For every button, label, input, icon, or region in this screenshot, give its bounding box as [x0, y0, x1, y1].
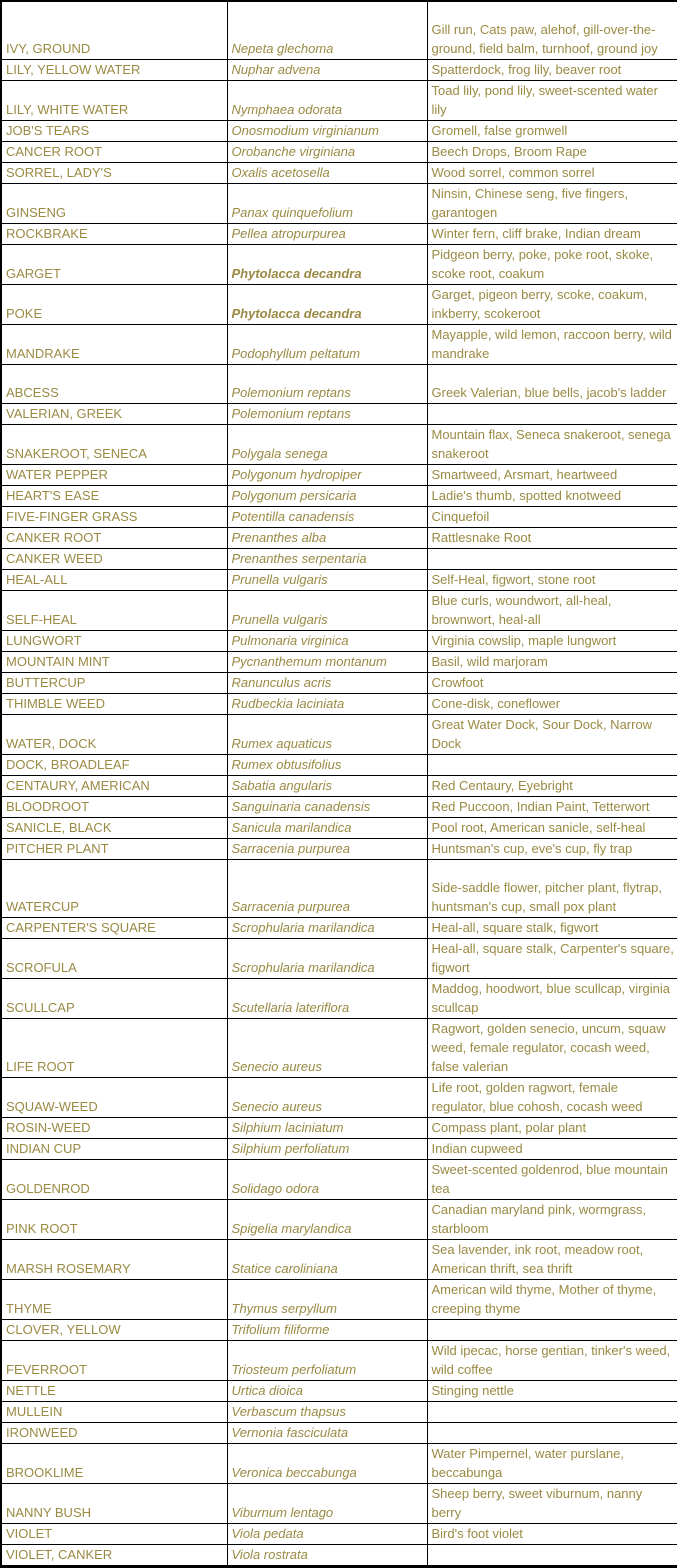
- table-row: [1, 1199, 677, 1239]
- alt-names-cell[interactable]: [427, 1422, 677, 1443]
- common-name-cell[interactable]: CLOVER, YELLOW: [1, 1319, 227, 1340]
- table-row: [1, 324, 677, 364]
- alt-names-cell[interactable]: Crowfoot: [427, 672, 677, 693]
- latin-name-cell[interactable]: Nymphaea odorata: [227, 80, 427, 120]
- latin-name-cell[interactable]: Senecio aureus: [227, 1077, 427, 1117]
- common-name-cell[interactable]: CENTAURY, AMERICAN: [1, 775, 227, 796]
- latin-name-cell[interactable]: Spigelia marylandica: [227, 1199, 427, 1239]
- common-name-cell[interactable]: POKE: [1, 284, 227, 324]
- alt-names-cell[interactable]: Rattlesnake Root: [427, 527, 677, 548]
- common-name-cell[interactable]: SNAKEROOT, SENECA: [1, 424, 227, 464]
- alt-names-cell[interactable]: Maddog, hoodwort, blue scullcap, virginia scullcap: [427, 978, 677, 1018]
- table-row: [1, 693, 677, 714]
- latin-name-cell[interactable]: Pycnanthemum montanum: [227, 651, 427, 672]
- latin-name-cell[interactable]: Rudbeckia laciniata: [227, 693, 427, 714]
- table-row: [1, 141, 677, 162]
- alt-names-cell[interactable]: Sheep berry, sweet viburnum, nanny berry: [427, 1483, 677, 1523]
- latin-name-cell[interactable]: Sarracenia purpurea: [227, 838, 427, 859]
- table-row: [1, 569, 677, 590]
- common-name-cell[interactable]: BLOODROOT: [1, 796, 227, 817]
- common-name-cell[interactable]: CARPENTER'S SQUARE: [1, 917, 227, 938]
- latin-name-cell[interactable]: Prenanthes alba: [227, 527, 427, 548]
- latin-name-cell[interactable]: Scutellaria lateriflora: [227, 978, 427, 1018]
- table-row: [1, 838, 677, 859]
- table-row: [1, 1340, 677, 1380]
- latin-name-cell[interactable]: Podophyllum peltatum: [227, 324, 427, 364]
- alt-names-cell[interactable]: Red Centaury, Eyebright: [427, 775, 677, 796]
- table-row: [1, 714, 677, 754]
- alt-names-cell[interactable]: Ninsin, Chinese seng, five fingers, garantogen: [427, 183, 677, 223]
- table-row: [1, 403, 677, 424]
- table-row: [1, 244, 677, 284]
- common-name-cell[interactable]: WATERCUP: [1, 859, 227, 917]
- common-name-cell[interactable]: SQUAW-WEED: [1, 1077, 227, 1117]
- table-row: [1, 672, 677, 693]
- latin-name-cell[interactable]: Oxalis acetosella: [227, 162, 427, 183]
- latin-name-cell[interactable]: Nuphar advena: [227, 59, 427, 80]
- alt-names-cell[interactable]: Smartweed, Arsmart, heartweed: [427, 464, 677, 485]
- table-row: [1, 120, 677, 141]
- common-name-cell[interactable]: BROOKLIME: [1, 1443, 227, 1483]
- common-name-cell[interactable]: VIOLET, CANKER: [1, 1544, 227, 1566]
- table-row: [1, 1117, 677, 1138]
- common-name-cell[interactable]: THYME: [1, 1279, 227, 1319]
- common-name-cell[interactable]: SCULLCAP: [1, 978, 227, 1018]
- table-row: [1, 485, 677, 506]
- common-name-cell[interactable]: CANKER WEED: [1, 548, 227, 569]
- table-row: [1, 1279, 677, 1319]
- alt-names-cell[interactable]: Sea lavender, ink root, meadow root, American thrift, sea thrift: [427, 1239, 677, 1279]
- common-name-cell[interactable]: LILY, YELLOW WATER: [1, 59, 227, 80]
- table-row: [1, 1544, 677, 1566]
- latin-name-cell[interactable]: Phytolacca decandra: [227, 284, 427, 324]
- alt-names-cell[interactable]: [427, 754, 677, 775]
- common-name-cell[interactable]: SELF-HEAL: [1, 590, 227, 630]
- table-row: [1, 1319, 677, 1340]
- alt-names-cell[interactable]: Mountain flax, Seneca snakeroot, senega snakeroot: [427, 424, 677, 464]
- alt-names-cell[interactable]: Wild ipecac, horse gentian, tinker's weed, wild coffee: [427, 1340, 677, 1380]
- table-row: [1, 1, 677, 59]
- table-row: [1, 1422, 677, 1443]
- common-name-cell[interactable]: GOLDENROD: [1, 1159, 227, 1199]
- table-row: [1, 817, 677, 838]
- latin-name-cell[interactable]: Trifolium filiforme: [227, 1319, 427, 1340]
- latin-name-cell[interactable]: Polygala senega: [227, 424, 427, 464]
- table-row: [1, 424, 677, 464]
- alt-names-cell[interactable]: Water Pimpernel, water purslane, beccabunga: [427, 1443, 677, 1483]
- common-name-cell[interactable]: VALERIAN, GREEK: [1, 403, 227, 424]
- table-row: [1, 284, 677, 324]
- common-name-cell[interactable]: DOCK, BROADLEAF: [1, 754, 227, 775]
- common-name-cell[interactable]: IVY, GROUND: [1, 1, 227, 59]
- common-name-cell[interactable]: MOUNTAIN MINT: [1, 651, 227, 672]
- alt-names-cell[interactable]: Beech Drops, Broom Rape: [427, 141, 677, 162]
- table-row: [1, 1443, 677, 1483]
- latin-name-cell[interactable]: Solidago odora: [227, 1159, 427, 1199]
- common-name-cell[interactable]: GINSENG: [1, 183, 227, 223]
- common-name-cell[interactable]: PITCHER PLANT: [1, 838, 227, 859]
- table-row: [1, 775, 677, 796]
- table-row: [1, 59, 677, 80]
- latin-name-cell[interactable]: Verbascum thapsus: [227, 1401, 427, 1422]
- alt-names-cell[interactable]: Pool root, American sanicle, self-heal: [427, 817, 677, 838]
- latin-name-cell[interactable]: Prunella vulgaris: [227, 569, 427, 590]
- alt-names-cell[interactable]: American wild thyme, Mother of thyme, creeping thyme: [427, 1279, 677, 1319]
- latin-name-cell[interactable]: Scrophularia marilandica: [227, 917, 427, 938]
- common-name-cell[interactable]: CANKER ROOT: [1, 527, 227, 548]
- table-row: [1, 1380, 677, 1401]
- plant-table-body: [1, 1, 677, 1566]
- alt-names-cell[interactable]: Gromell, false gromwell: [427, 120, 677, 141]
- table-row: [1, 162, 677, 183]
- latin-name-cell[interactable]: Ranunculus acris: [227, 672, 427, 693]
- common-name-cell[interactable]: MARSH ROSEMARY: [1, 1239, 227, 1279]
- table-row: [1, 938, 677, 978]
- common-name-cell[interactable]: WATER PEPPER: [1, 464, 227, 485]
- latin-name-cell[interactable]: Onosmodium virginianum: [227, 120, 427, 141]
- common-name-cell[interactable]: SORREL, LADY'S: [1, 162, 227, 183]
- alt-names-cell[interactable]: Gill run, Cats paw, alehof, gill-over-the-ground, field balm, turnhoof, ground joy: [427, 1, 677, 59]
- alt-names-cell[interactable]: Toad lily, pond lily, sweet-scented water lily: [427, 80, 677, 120]
- latin-name-cell[interactable]: Veronica beccabunga: [227, 1443, 427, 1483]
- latin-name-cell[interactable]: Viburnum lentago: [227, 1483, 427, 1523]
- latin-name-cell[interactable]: Pellea atropurpurea: [227, 223, 427, 244]
- common-name-cell[interactable]: SCROFULA: [1, 938, 227, 978]
- table-row: [1, 1483, 677, 1523]
- common-name-cell[interactable]: THIMBLE WEED: [1, 693, 227, 714]
- table-row: [1, 364, 677, 403]
- common-name-cell[interactable]: ROSIN-WEED: [1, 1117, 227, 1138]
- alt-names-cell[interactable]: Side-saddle flower, pitcher plant, flytrap, huntsman's cup, small pox plant: [427, 859, 677, 917]
- alt-names-cell[interactable]: Heal-all, square stalk, figwort: [427, 917, 677, 938]
- common-name-cell[interactable]: VIOLET: [1, 1523, 227, 1544]
- common-name-cell[interactable]: BUTTERCUP: [1, 672, 227, 693]
- common-name-cell[interactable]: FEVERROOT: [1, 1340, 227, 1380]
- common-name-cell[interactable]: ABCESS: [1, 364, 227, 403]
- table-row: [1, 651, 677, 672]
- table-row: [1, 506, 677, 527]
- latin-name-cell[interactable]: Rumex obtusifolius: [227, 754, 427, 775]
- latin-name-cell[interactable]: Silphium perfoliatum: [227, 1138, 427, 1159]
- common-name-cell[interactable]: FIVE-FINGER GRASS: [1, 506, 227, 527]
- latin-name-cell[interactable]: Vernonia fasciculata: [227, 1422, 427, 1443]
- alt-names-cell[interactable]: [427, 1544, 677, 1566]
- alt-names-cell[interactable]: Compass plant, polar plant: [427, 1117, 677, 1138]
- latin-name-cell[interactable]: Phytolacca decandra: [227, 244, 427, 284]
- latin-name-cell[interactable]: Prunella vulgaris: [227, 590, 427, 630]
- latin-name-cell[interactable]: Sanguinaria canadensis: [227, 796, 427, 817]
- alt-names-cell[interactable]: Greek Valerian, blue bells, jacob's ladder: [427, 364, 677, 403]
- latin-name-cell[interactable]: Sarracenia purpurea: [227, 859, 427, 917]
- latin-name-cell[interactable]: Triosteum perfoliatum: [227, 1340, 427, 1380]
- table-row: [1, 1401, 677, 1422]
- alt-names-cell[interactable]: Bird's foot violet: [427, 1523, 677, 1544]
- common-name-cell[interactable]: HEART'S EASE: [1, 485, 227, 506]
- table-row: [1, 796, 677, 817]
- table-row: [1, 527, 677, 548]
- common-name-cell[interactable]: SANICLE, BLACK: [1, 817, 227, 838]
- alt-names-cell[interactable]: Red Puccoon, Indian Paint, Tetterwort: [427, 796, 677, 817]
- table-row: [1, 183, 677, 223]
- common-name-cell[interactable]: MANDRAKE: [1, 324, 227, 364]
- common-name-cell[interactable]: JOB'S TEARS: [1, 120, 227, 141]
- alt-names-cell[interactable]: Indian cupweed: [427, 1138, 677, 1159]
- alt-names-cell[interactable]: [427, 403, 677, 424]
- latin-name-cell[interactable]: Prenanthes serpentaria: [227, 548, 427, 569]
- table-row: [1, 590, 677, 630]
- alt-names-cell[interactable]: Garget, pigeon berry, scoke, coakum, inkberry, scokeroot: [427, 284, 677, 324]
- common-name-cell[interactable]: INDIAN CUP: [1, 1138, 227, 1159]
- latin-name-cell[interactable]: Nepeta glechoma: [227, 1, 427, 59]
- latin-name-cell[interactable]: Urtica dioica: [227, 1380, 427, 1401]
- table-row: [1, 1018, 677, 1077]
- latin-name-cell[interactable]: Viola pedata: [227, 1523, 427, 1544]
- alt-names-cell[interactable]: Heal-all, square stalk, Carpenter's square, figwort: [427, 938, 677, 978]
- table-row: [1, 548, 677, 569]
- alt-names-cell[interactable]: Cinquefoil: [427, 506, 677, 527]
- latin-name-cell[interactable]: Polygonum persicaria: [227, 485, 427, 506]
- common-name-cell[interactable]: CANCER ROOT: [1, 141, 227, 162]
- alt-names-cell[interactable]: Blue curls, woundwort, all-heal, brownwort, heal-all: [427, 590, 677, 630]
- latin-name-cell[interactable]: Polemonium reptans: [227, 364, 427, 403]
- latin-name-cell[interactable]: Silphium laciniatum: [227, 1117, 427, 1138]
- latin-name-cell[interactable]: Statice caroliniana: [227, 1239, 427, 1279]
- alt-names-cell[interactable]: Basil, wild marjoram: [427, 651, 677, 672]
- latin-name-cell[interactable]: Rumex aquaticus: [227, 714, 427, 754]
- common-name-cell[interactable]: LILY, WHITE WATER: [1, 80, 227, 120]
- alt-names-cell[interactable]: Great Water Dock, Sour Dock, Narrow Dock: [427, 714, 677, 754]
- alt-names-cell[interactable]: Pidgeon berry, poke, poke root, skoke, scoke root, coakum: [427, 244, 677, 284]
- common-name-cell[interactable]: ROCKBRAKE: [1, 223, 227, 244]
- table-row: [1, 1138, 677, 1159]
- common-name-cell[interactable]: NANNY BUSH: [1, 1483, 227, 1523]
- table-row: [1, 1077, 677, 1117]
- alt-names-cell[interactable]: Stinging nettle: [427, 1380, 677, 1401]
- alt-names-cell[interactable]: Huntsman's cup, eve's cup, fly trap: [427, 838, 677, 859]
- table-row: [1, 1523, 677, 1544]
- alt-names-cell[interactable]: Cone-disk, coneflower: [427, 693, 677, 714]
- latin-name-cell[interactable]: Senecio aureus: [227, 1018, 427, 1077]
- table-row: [1, 978, 677, 1018]
- alt-names-cell[interactable]: Life root, golden ragwort, female regulator, blue cohosh, cocash weed: [427, 1077, 677, 1117]
- alt-names-cell[interactable]: Spatterdock, frog lily, beaver root: [427, 59, 677, 80]
- alt-names-cell[interactable]: Virginia cowslip, maple lungwort: [427, 630, 677, 651]
- table-row: [1, 917, 677, 938]
- common-name-cell[interactable]: WATER, DOCK: [1, 714, 227, 754]
- latin-name-cell[interactable]: Thymus serpyllum: [227, 1279, 427, 1319]
- alt-names-cell[interactable]: Wood sorrel, common sorrel: [427, 162, 677, 183]
- alt-names-cell[interactable]: Mayapple, wild lemon, raccoon berry, wild mandrake: [427, 324, 677, 364]
- alt-names-cell[interactable]: [427, 1319, 677, 1340]
- common-name-cell[interactable]: LIFE ROOT: [1, 1018, 227, 1077]
- common-name-cell[interactable]: PINK ROOT: [1, 1199, 227, 1239]
- alt-names-cell[interactable]: Winter fern, cliff brake, Indian dream: [427, 223, 677, 244]
- latin-name-cell[interactable]: Sabatia angularis: [227, 775, 427, 796]
- alt-names-cell[interactable]: Ragwort, golden senecio, uncum, squaw weed, female regulator, cocash weed, false valerian: [427, 1018, 677, 1077]
- latin-name-cell[interactable]: Pulmonaria virginica: [227, 630, 427, 651]
- table-row: [1, 1159, 677, 1199]
- common-name-cell[interactable]: IRONWEED: [1, 1422, 227, 1443]
- table-row: [1, 223, 677, 244]
- table-row: [1, 80, 677, 120]
- table-row: [1, 1239, 677, 1279]
- alt-names-cell[interactable]: Sweet-scented goldenrod, blue mountain tea: [427, 1159, 677, 1199]
- latin-name-cell[interactable]: Orobanche virginiana: [227, 141, 427, 162]
- common-name-cell[interactable]: NETTLE: [1, 1380, 227, 1401]
- common-name-cell[interactable]: MULLEIN: [1, 1401, 227, 1422]
- latin-name-cell[interactable]: Viola rostrata: [227, 1544, 427, 1566]
- common-name-cell[interactable]: HEAL-ALL: [1, 569, 227, 590]
- latin-name-cell[interactable]: Sanicula marilandica: [227, 817, 427, 838]
- latin-name-cell[interactable]: Panax quinquefolium: [227, 183, 427, 223]
- alt-names-cell[interactable]: [427, 548, 677, 569]
- table-row: [1, 464, 677, 485]
- table-row: [1, 859, 677, 917]
- common-name-cell[interactable]: LUNGWORT: [1, 630, 227, 651]
- table-row: [1, 754, 677, 775]
- alt-names-cell[interactable]: Canadian maryland pink, wormgrass, starbloom: [427, 1199, 677, 1239]
- alt-names-cell[interactable]: [427, 1401, 677, 1422]
- latin-name-cell[interactable]: Polygonum hydropiper: [227, 464, 427, 485]
- latin-name-cell[interactable]: Scrophularia marilandica: [227, 938, 427, 978]
- common-name-cell[interactable]: GARGET: [1, 244, 227, 284]
- alt-names-cell[interactable]: Self-Heal, figwort, stone root: [427, 569, 677, 590]
- alt-names-cell[interactable]: Ladie's thumb, spotted knotweed: [427, 485, 677, 506]
- table-row: [1, 630, 677, 651]
- latin-name-cell[interactable]: Polemonium reptans: [227, 403, 427, 424]
- latin-name-cell[interactable]: Potentilla canadensis: [227, 506, 427, 527]
